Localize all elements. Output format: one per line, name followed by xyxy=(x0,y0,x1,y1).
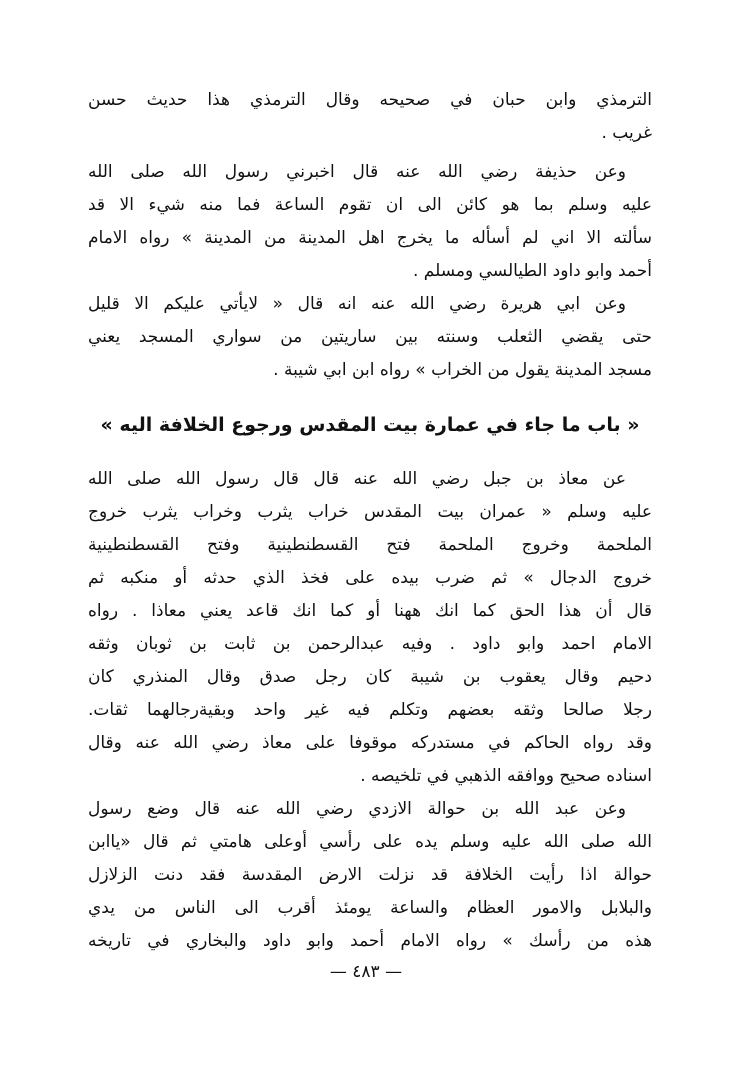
text-line: مسجد المدينة يقول من الخراب » رواه ابن ابي شيبة . xyxy=(273,360,652,380)
text-line: رجلا صالحا وثقه بعضهم وتكلم فيه غير واحد وبقيةرجالهما ثقات. xyxy=(88,700,652,720)
text-line: الله صلى الله عليه وسلم يده على رأسي أوعلى هامتي ثم قال «ياابن xyxy=(88,832,652,852)
text-line: وعن ابي هريرة رضي الله عنه انه قال « لايأتي عليكم الا قليل xyxy=(88,294,626,314)
muadh-paragraph xyxy=(88,463,652,793)
abdullah-paragraph xyxy=(88,793,652,958)
text-line: هذه من رأسك » رواه الامام أحمد وابو داود والبخاري في تاريخه xyxy=(88,931,652,951)
text-line: خروج الدجال » ثم ضرب بيده على فخذ الذي حدثه أو منكبه ثم xyxy=(88,568,652,588)
text-line: وقد رواه الحاكم في مستدركه موقوفا على معاذ رضي الله عنه وقال xyxy=(88,733,652,753)
text-line: اسناده صحيح ووافقه الذهبي في تلخيصه . xyxy=(360,766,652,786)
text-line: عليه وسلم « عمران بيت المقدس خراب يثرب وخراب يثرب خروج xyxy=(88,502,652,522)
text-line: الترمذي وابن حبان في صحيحه وقال الترمذي هذا حديث حسن xyxy=(88,90,652,110)
text-line: عليه وسلم بما هو كائن الى ان تقوم الساعة فما منه شيء الا قد xyxy=(88,195,652,215)
text-line: الملحمة وخروج الملحمة فتح القسطنطينية وفتح القسطنطينية xyxy=(88,535,652,555)
text-line: والبلابل والامور العظام والساعة يومئذ أقرب الى الناس من يدي xyxy=(88,898,652,918)
text-line: سألته الا اني لم أسأله ما يخرج اهل المدينة من المدينة » رواه الامام xyxy=(88,228,652,248)
text-line: عن معاذ بن جبل رضي الله عنه قال قال رسول الله صلى الله xyxy=(88,469,626,489)
text-line: وعن عبد الله بن حوالة الازدي رضي الله عنه قال وضع رسول xyxy=(88,799,626,819)
top-paragraph xyxy=(88,84,652,150)
page-body xyxy=(88,84,652,958)
chapter-heading: « باب ما جاء في عمارة بيت المقدس ورجوع الخلافة اليه » xyxy=(100,414,640,436)
text-line: دحيم وقال يعقوب بن شيبة كان رجل صدق وقال المنذري كان xyxy=(88,667,652,687)
text-line: غريب . xyxy=(601,123,652,143)
abu-hurayra-paragraph xyxy=(88,288,652,387)
hudhayfa-paragraph xyxy=(88,156,652,288)
text-line: وعن حذيفة رضي الله عنه قال اخبرني رسول الله صلى الله xyxy=(88,162,626,182)
page-number: — ٤٨٣ — xyxy=(329,962,403,982)
text-line: قال أن هذا الحق كما انك ههنا أو كما انك قاعد يعني معاذا . رواه xyxy=(88,601,652,621)
text-line: الامام احمد وابو داود . وفيه عبدالرحمن بن ثابت بن ثوبان وثقه xyxy=(88,634,652,654)
text-line: حتى يقضي الثعلب وسنته بين ساريتين من سواري المسجد يعني xyxy=(88,327,652,347)
text-line: أحمد وابو داود الطيالسي ومسلم . xyxy=(412,261,652,281)
text-line: حوالة اذا رأيت الخلافة قد نزلت الارض المقدسة فقد دنت الزلازل xyxy=(88,865,652,885)
